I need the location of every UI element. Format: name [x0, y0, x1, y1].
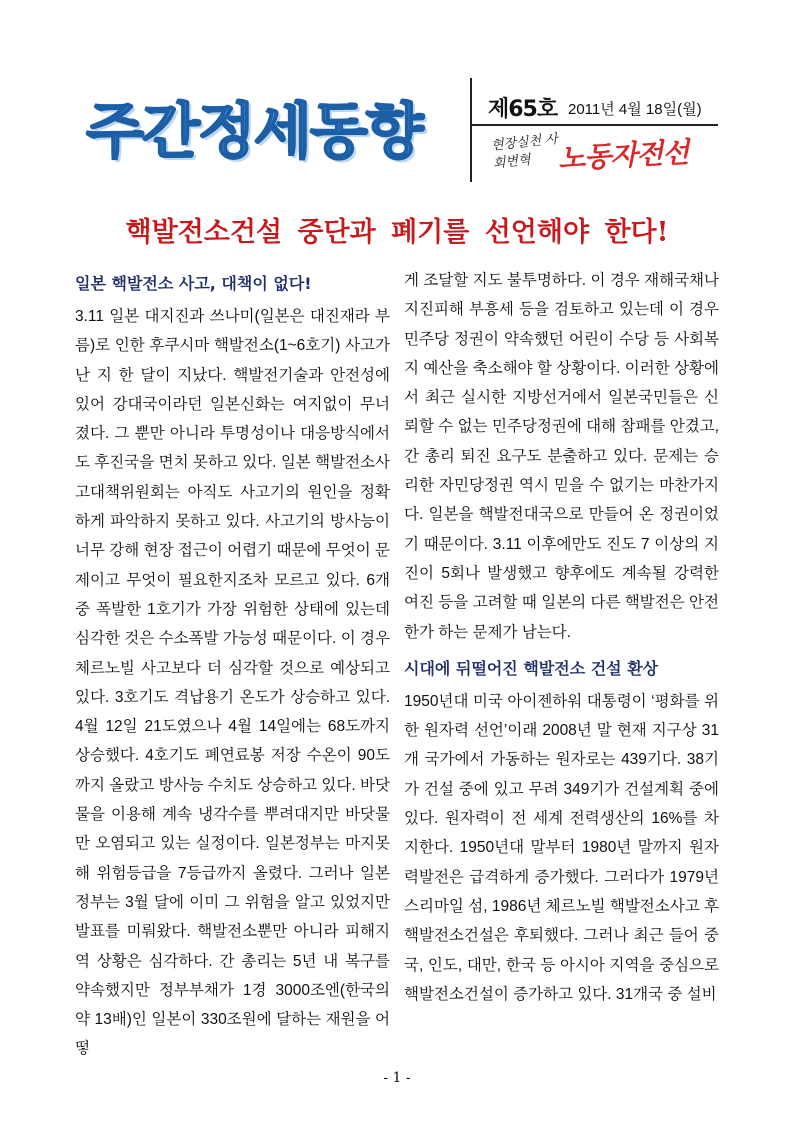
- left-column: [75, 266, 390, 1064]
- main-headline: 핵발전소건설 중단과 폐기를 선언해야 한다!: [125, 217, 669, 248]
- organization-subtitle: 현장실천 사회변혁: [490, 131, 559, 172]
- page-number: - 1 -: [383, 1070, 411, 1086]
- article-paragraph: 게 조달할 지도 불투명하다. 이 경우 재해국채나 지진피해 부흥세 등을 검토하고 있는데 이 경우 민주당 정권이 약속했던 어린이 수당 등 사회복지 예산을 축소해야 할 상황이다. 이러한 상황에서 최근 실시한 지방선거에서 일본국민들은 신뢰할 수 없는 민주당정권에 대해 참패를 안겼고, 간 총리 퇴진 요구도 분출하고 있다. 문제는 승리한 자민당정권 역시 믿을 수 없기는 마찬가지다. 일본을 핵발전대국으로 만들어 온 정권이었기 때문이다. 3.11 이후에만도 진도 7 이상의 지진이 5회나 발생했고 향후에도 계속될 강력한 여진 등을 고려할 때 일본의 다른 핵발전은 안전한가 하는 문제가 남는다.: [404, 272, 719, 641]
- section-heading-japan-accident: 일본 핵발전소 사고, 대책이 없다!: [75, 274, 312, 293]
- issue-number: 제65호: [488, 97, 558, 122]
- article-paragraph: 3.11 일본 대지진과 쓰나미(일본은 대진재라 부름)로 인한 후쿠시마 핵발전소(1~6호기) 사고가 난 지 한 달이 지났다. 핵발전기술과 안전성에 있어 강대국이라던 일본신화는 여지없이 무너졌다. 그 뿐만 아니라 투명성이나 대응방식에서도 후진국을 면치 못하고 있다. 일본 핵발전소사고대책위원회는 아직도 사고기의 원인을 정확하게 파악하지 못하고 있다. 사고기의 방사능이 너무 강해 현장 접근이 어렵기 때문에 무엇이 문제이고 무엇이 필요한지조차 모르고 있다. 6개 중 폭발한 1호기가 가장 위험한 상태에 있는데 심각한 것은 수소폭발 가능성 때문이다. 이 경우 체르노빌 사고보다 더 심각할 것으로 예상되고 있다. 3호기도 격납용기 온도가 상승하고 있다. 4월 12일 21도였으나 4월 14일에는 68도까지 상승했다. 4호기도 폐연료봉 저장 수온이 90도까지 올랐고 방사능 수치도 상승하고 있다. 바닷물을 이용해 계속 냉각수를 뿌려대지만 바닷물만 오염되고 있는 실정이다. 일본정부는 마지못해 위험등급을 7등급까지 올렸다. 그러나 일본정부는 3월 달에 이미 그 위험을 알고 있었지만 발표를 미뤄왔다. 핵발전소뿐만 아니라 피해지역 상황은 심각하다. 간 총리는 5년 내 복구를 약속했지만 정부부채가 1경 3000조엔(한국의 약 13배)인 일본이 330조원에 달하는 재원을 어떻: [75, 308, 390, 1058]
- newsletter-title: 주간정세동향: [86, 97, 422, 167]
- organization-name: 노동자전선: [557, 135, 690, 176]
- masthead: [78, 78, 718, 178]
- issue-date: 2011년 4월 18일(월): [568, 101, 702, 118]
- right-column: [404, 266, 719, 1009]
- masthead-divider-horizontal: [470, 124, 718, 126]
- section-heading-outdated-nuclear: 시대에 뒤떨어진 핵발전소 건설 환상: [404, 658, 659, 678]
- masthead-divider-vertical: [470, 78, 472, 182]
- article-paragraph: 1950년대 미국 아이젠하워 대통령이 ‘평화를 위한 원자력 선언’이래 2008년 말 현재 지구상 31개 국가에서 가동하는 원자로는 439기다. 38기가 건설 중에 있고 무려 349기가 건설계획 중에 있다. 원자력이 전 세계 전력생산의 16%를 차지한다. 1950년대 말부터 1980년 말까지 원자력발전은 급격하게 증가했다. 그러다가 1979년 스리마일 섬, 1986년 체르노빌 핵발전소사고 후 핵발전소건설은 후퇴했다. 그러나 최근 들어 중국, 인도, 대만, 한국 등 아시아 지역을 중심으로 핵발전소건설이 증가하고 있다. 31개국 중 설비: [404, 692, 719, 1003]
